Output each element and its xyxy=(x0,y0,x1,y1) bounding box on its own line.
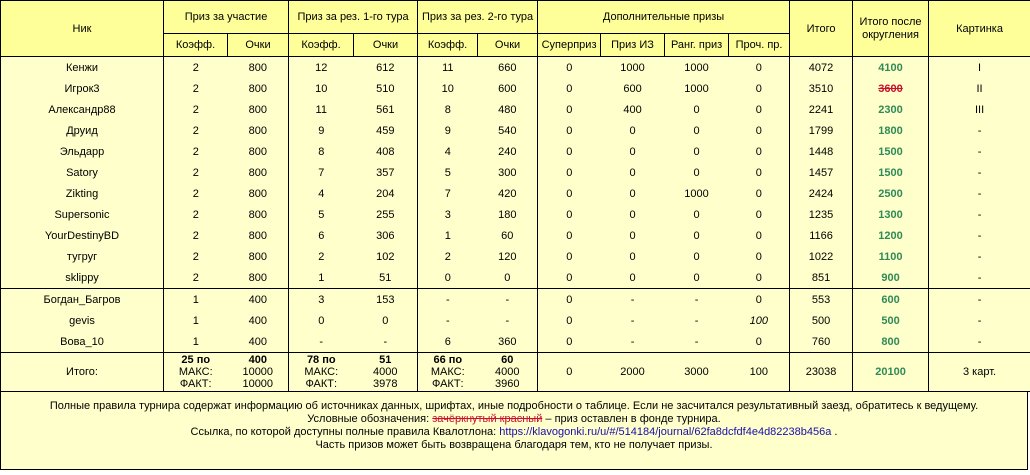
cell-superprize: 0 xyxy=(538,331,601,353)
subheader-points: Очки xyxy=(228,34,289,57)
cell-points-round1: 204 xyxy=(354,183,418,204)
cell-total: 1799 xyxy=(790,120,853,141)
cell-rank-prize: - xyxy=(665,289,729,311)
cell-nick: тугруг xyxy=(1,246,164,267)
cell-points-round1: 153 xyxy=(354,289,418,311)
table-row xyxy=(1,246,1030,267)
cell-coef-participation: 2 xyxy=(164,99,228,120)
cell-picture: I xyxy=(929,57,1030,79)
table-header xyxy=(1,1,1030,57)
totals-p1 xyxy=(228,353,289,392)
cell-other-prize: 0 xyxy=(729,57,790,79)
cell-coef-round1: 6 xyxy=(289,225,354,246)
cell-picture: - xyxy=(929,183,1030,204)
cell-superprize: 0 xyxy=(538,99,601,120)
cell-prize-iz: 1000 xyxy=(601,57,665,79)
footer-legend xyxy=(1,413,1027,426)
cell-points-participation: 800 xyxy=(228,141,289,162)
cell-coef-round2: 10 xyxy=(418,78,478,99)
cell-total-rounded: 1300 xyxy=(853,204,929,225)
cell-total-rounded: 2300 xyxy=(853,99,929,120)
cell-nick: Zikting xyxy=(1,183,164,204)
cell-points-round1: 612 xyxy=(354,57,418,79)
cell-rank-prize: 1000 xyxy=(665,78,729,99)
cell-points-participation: 800 xyxy=(228,267,289,289)
cell-total: 851 xyxy=(790,267,853,289)
totals-p3-fact: 3960 xyxy=(495,378,520,390)
cell-picture: - xyxy=(929,204,1030,225)
cell-points-participation: 800 xyxy=(228,162,289,183)
cell-points-round1: 408 xyxy=(354,141,418,162)
cell-points-round1: 510 xyxy=(354,78,418,99)
table-row xyxy=(1,267,1030,289)
cell-points-round2: 600 xyxy=(478,78,538,99)
cell-nick: Друид xyxy=(1,120,164,141)
cell-superprize: 0 xyxy=(538,183,601,204)
cell-total: 2424 xyxy=(790,183,853,204)
cell-superprize: 0 xyxy=(538,57,601,79)
col-round1-header: Приз за рез. 1-го тура xyxy=(289,1,418,34)
cell-other-prize: 0 xyxy=(729,162,790,183)
table-row xyxy=(1,310,1030,331)
cell-rank-prize: 1000 xyxy=(665,183,729,204)
totals-c1-count: 25 по xyxy=(181,354,211,366)
cell-coef-participation: 2 xyxy=(164,204,228,225)
cell-other-prize: 0 xyxy=(729,267,790,289)
cell-rank-prize: - xyxy=(665,310,729,331)
totals-p3-max: 4000 xyxy=(495,366,520,378)
cell-points-round1: 459 xyxy=(354,120,418,141)
rules-link[interactable]: https://klavogonki.ru/u/#/514184/journal/62fa8dcfdf4e4d82238b456a xyxy=(499,426,832,438)
cell-total: 2241 xyxy=(790,99,853,120)
subheader-prize-iz: Приз ИЗ xyxy=(601,34,665,57)
cell-nick: gevis xyxy=(1,310,164,331)
cell-nick: Эльдарр xyxy=(1,141,164,162)
col-total-header: Итого xyxy=(790,1,853,57)
cell-coef-round1: - xyxy=(289,331,354,353)
cell-total-rounded: 4100 xyxy=(853,57,929,79)
cell-prize-iz: 0 xyxy=(601,183,665,204)
cell-points-round2: 420 xyxy=(478,183,538,204)
cell-prize-iz: 600 xyxy=(601,78,665,99)
cell-points-round1: 102 xyxy=(354,246,418,267)
cell-total-rounded: 600 xyxy=(853,289,929,311)
cell-superprize: 0 xyxy=(538,289,601,311)
footer-link-suffix: . xyxy=(831,426,838,438)
totals-c3 xyxy=(418,353,478,392)
cell-coef-round2: 7 xyxy=(418,183,478,204)
cell-rank-prize: 0 xyxy=(665,120,729,141)
cell-nick: Вова_10 xyxy=(1,331,164,353)
cell-points-participation: 400 xyxy=(228,331,289,353)
cell-coef-round2: 6 xyxy=(418,331,478,353)
table-row xyxy=(1,78,1030,99)
cell-prize-iz: 0 xyxy=(601,225,665,246)
cell-total: 3510 xyxy=(790,78,853,99)
cell-coef-participation: 2 xyxy=(164,78,228,99)
cell-coef-participation: 1 xyxy=(164,289,228,311)
totals-c3-fact-label: ФАКТ: xyxy=(431,378,464,390)
cell-other-prize: 0 xyxy=(729,246,790,267)
cell-coef-participation: 2 xyxy=(164,141,228,162)
totals-p2 xyxy=(354,353,418,392)
cell-coef-round2: 0 xyxy=(418,267,478,289)
cell-total-rounded: 1200 xyxy=(853,225,929,246)
cell-prize-iz: 0 xyxy=(601,162,665,183)
totals-prize-iz: 2000 xyxy=(601,353,665,392)
cell-total-rounded: 3600 xyxy=(853,78,929,99)
cell-superprize: 0 xyxy=(538,162,601,183)
totals-superprize: 0 xyxy=(538,353,601,392)
cell-coef-round2: 9 xyxy=(418,120,478,141)
cell-points-round1: 306 xyxy=(354,225,418,246)
cell-coef-participation: 2 xyxy=(164,267,228,289)
col-rounded-header: Итого после округления xyxy=(853,1,929,57)
cell-total: 1457 xyxy=(790,162,853,183)
subheader-other-prize: Проч. пр. xyxy=(729,34,790,57)
cell-superprize: 0 xyxy=(538,267,601,289)
cell-coef-round1: 9 xyxy=(289,120,354,141)
totals-p2-each: 51 xyxy=(379,354,392,366)
cell-coef-participation: 1 xyxy=(164,310,228,331)
totals-c3-count: 66 по xyxy=(433,354,463,366)
cell-nick: Supersonic xyxy=(1,204,164,225)
cell-total-rounded: 1100 xyxy=(853,246,929,267)
cell-coef-participation: 2 xyxy=(164,225,228,246)
cell-coef-round1: 1 xyxy=(289,267,354,289)
table-body xyxy=(1,57,1030,353)
cell-points-round1: - xyxy=(354,331,418,353)
totals-rank-prize: 3000 xyxy=(665,353,729,392)
cell-coef-participation: 1 xyxy=(164,331,228,353)
table-row xyxy=(1,57,1030,79)
table-row xyxy=(1,204,1030,225)
table-row xyxy=(1,99,1030,120)
cell-total: 1022 xyxy=(790,246,853,267)
cell-nick: YourDestinyBD xyxy=(1,225,164,246)
cell-other-prize: 0 xyxy=(729,141,790,162)
cell-total-rounded: 1500 xyxy=(853,162,929,183)
totals-c2-max-label: МАКС: xyxy=(304,366,339,378)
totals-c1 xyxy=(164,353,228,392)
cell-coef-round1: 4 xyxy=(289,183,354,204)
cell-prize-iz: 0 xyxy=(601,246,665,267)
cell-superprize: 0 xyxy=(538,141,601,162)
footer-rules-note: Полные правила турнира содержат информацию об источниках данных, шрифтах, иные подробности о таблице. Если не засчитался результативный заезд, обратитесь к ведущему. xyxy=(49,400,979,412)
cell-other-prize: 0 xyxy=(729,120,790,141)
cell-points-round2: 660 xyxy=(478,57,538,79)
cell-coef-round2: 4 xyxy=(418,141,478,162)
cell-nick: sklippy xyxy=(1,267,164,289)
cell-coef-round2: 1 xyxy=(418,225,478,246)
cell-coef-round2: 11 xyxy=(418,57,478,79)
totals-c3-max-label: МАКС: xyxy=(430,366,465,378)
totals-section xyxy=(1,353,1030,392)
cell-points-round1: 51 xyxy=(354,267,418,289)
cell-total-rounded: 500 xyxy=(853,310,929,331)
cell-total: 553 xyxy=(790,289,853,311)
totals-p3 xyxy=(478,353,538,392)
cell-prize-iz: 0 xyxy=(601,204,665,225)
cell-rank-prize: 0 xyxy=(665,267,729,289)
cell-points-round2: 60 xyxy=(478,225,538,246)
totals-other-prize: 100 xyxy=(729,353,790,392)
cell-other-prize: 0 xyxy=(729,183,790,204)
cell-prize-iz: 400 xyxy=(601,99,665,120)
cell-total: 760 xyxy=(790,331,853,353)
cell-points-round2: 360 xyxy=(478,331,538,353)
cell-total-rounded: 1500 xyxy=(853,141,929,162)
cell-picture: II xyxy=(929,78,1030,99)
cell-total: 1448 xyxy=(790,141,853,162)
cell-coef-participation: 2 xyxy=(164,57,228,79)
cell-superprize: 0 xyxy=(538,246,601,267)
cell-other-prize: 0 xyxy=(729,78,790,99)
cell-total: 500 xyxy=(790,310,853,331)
totals-picture: 3 карт. xyxy=(929,353,1030,392)
cell-coef-round2: - xyxy=(418,310,478,331)
cell-total: 1235 xyxy=(790,204,853,225)
cell-other-prize: 0 xyxy=(729,99,790,120)
cell-picture: - xyxy=(929,120,1030,141)
cell-coef-round1: 11 xyxy=(289,99,354,120)
cell-coef-round1: 3 xyxy=(289,289,354,311)
totals-label: Итого: xyxy=(1,353,164,392)
totals-c2-fact-label: ФАКТ: xyxy=(305,378,338,390)
cell-superprize: 0 xyxy=(538,78,601,99)
totals-c2 xyxy=(289,353,354,392)
table-row xyxy=(1,141,1030,162)
cell-picture: - xyxy=(929,225,1030,246)
subheader-points: Очки xyxy=(478,34,538,57)
subheader-rank-prize: Ранг. приз xyxy=(665,34,729,57)
cell-picture: - xyxy=(929,310,1030,331)
subheader-coef: Коэфф. xyxy=(289,34,354,57)
cell-other-prize: 0 xyxy=(729,204,790,225)
subheader-points: Очки xyxy=(354,34,418,57)
subheader-coef: Коэфф. xyxy=(164,34,228,57)
table-row xyxy=(1,225,1030,246)
cell-nick: Богдан_Багров xyxy=(1,289,164,311)
footer-legend-prefix: Условные обозначения: xyxy=(307,413,433,425)
table-row xyxy=(1,289,1030,311)
cell-nick: Игрок3 xyxy=(1,78,164,99)
cell-rank-prize: 0 xyxy=(665,141,729,162)
cell-total-rounded: 800 xyxy=(853,331,929,353)
cell-other-prize: 0 xyxy=(729,331,790,353)
cell-coef-round1: 0 xyxy=(289,310,354,331)
cell-prize-iz: - xyxy=(601,289,665,311)
totals-rounded: 20100 xyxy=(853,353,929,392)
totals-c1-fact-label: ФАКТ: xyxy=(179,378,212,390)
cell-coef-participation: 2 xyxy=(164,246,228,267)
cell-coef-round1: 5 xyxy=(289,204,354,225)
totals-c2-count: 78 по xyxy=(306,354,336,366)
footer-legend-strike: зачёркнутый красный xyxy=(432,413,543,425)
col-participation-header: Приз за участие xyxy=(164,1,289,34)
cell-picture: - xyxy=(929,141,1030,162)
col-extra-header: Дополнительные призы xyxy=(538,1,790,34)
cell-nick: Александр88 xyxy=(1,99,164,120)
cell-points-round2: 540 xyxy=(478,120,538,141)
cell-superprize: 0 xyxy=(538,310,601,331)
totals-p2-max: 4000 xyxy=(373,366,398,378)
totals-p1-fact: 10000 xyxy=(242,378,274,390)
cell-rank-prize: 1000 xyxy=(665,57,729,79)
cell-total: 4072 xyxy=(790,57,853,79)
table-row xyxy=(1,162,1030,183)
footer-link-line xyxy=(1,426,1027,439)
cell-rank-prize: 0 xyxy=(665,225,729,246)
table-row xyxy=(1,120,1030,141)
cell-superprize: 0 xyxy=(538,204,601,225)
cell-points-round2: 180 xyxy=(478,204,538,225)
cell-coef-participation: 2 xyxy=(164,120,228,141)
cell-points-round1: 561 xyxy=(354,99,418,120)
cell-prize-iz: - xyxy=(601,310,665,331)
cell-prize-iz: 0 xyxy=(601,141,665,162)
cell-coef-round2: 5 xyxy=(418,162,478,183)
cell-points-participation: 800 xyxy=(228,246,289,267)
cell-rank-prize: 0 xyxy=(665,246,729,267)
cell-prize-iz: 0 xyxy=(601,120,665,141)
cell-points-round2: - xyxy=(478,310,538,331)
cell-coef-round2: 3 xyxy=(418,204,478,225)
cell-picture: - xyxy=(929,331,1030,353)
cell-other-prize: 100 xyxy=(729,310,790,331)
footer-link-prefix: Ссылка, по которой доступны полные правила Квалотлона: xyxy=(190,426,500,438)
cell-coef-round2: 2 xyxy=(418,246,478,267)
cell-points-participation: 400 xyxy=(228,289,289,311)
table-row xyxy=(1,331,1030,353)
cell-points-round2: 300 xyxy=(478,162,538,183)
cell-coef-round1: 7 xyxy=(289,162,354,183)
cell-points-participation: 800 xyxy=(228,225,289,246)
subheader-superprize: Суперприз xyxy=(538,34,601,57)
cell-coef-round1: 10 xyxy=(289,78,354,99)
cell-coef-round2: 8 xyxy=(418,99,478,120)
cell-rank-prize: 0 xyxy=(665,162,729,183)
cell-other-prize: 0 xyxy=(729,225,790,246)
cell-points-round1: 0 xyxy=(354,310,418,331)
cell-picture: - xyxy=(929,289,1030,311)
col-nick-header: Ник xyxy=(1,1,164,57)
cell-coef-participation: 2 xyxy=(164,183,228,204)
cell-picture: - xyxy=(929,246,1030,267)
col-round2-header: Приз за рез. 2-го тура xyxy=(418,1,538,34)
cell-picture: - xyxy=(929,267,1030,289)
cell-total-rounded: 900 xyxy=(853,267,929,289)
cell-coef-participation: 2 xyxy=(164,162,228,183)
subheader-coef: Коэфф. xyxy=(418,34,478,57)
cell-nick: Кенжи xyxy=(1,57,164,79)
cell-points-round2: 0 xyxy=(478,267,538,289)
footer-notes xyxy=(0,392,1028,470)
cell-coef-round1: 12 xyxy=(289,57,354,79)
cell-rank-prize: - xyxy=(665,331,729,353)
cell-points-round1: 357 xyxy=(354,162,418,183)
cell-other-prize: 0 xyxy=(729,289,790,311)
cell-points-participation: 400 xyxy=(228,310,289,331)
cell-points-round2: 480 xyxy=(478,99,538,120)
cell-prize-iz: 0 xyxy=(601,267,665,289)
cell-coef-round2: - xyxy=(418,289,478,311)
totals-row xyxy=(1,353,1030,392)
cell-points-participation: 800 xyxy=(228,78,289,99)
cell-points-participation: 800 xyxy=(228,99,289,120)
col-picture-header: Картинка xyxy=(929,1,1030,57)
cell-prize-iz: - xyxy=(601,331,665,353)
cell-rank-prize: 0 xyxy=(665,204,729,225)
totals-c1-max-label: МАКС: xyxy=(178,366,213,378)
totals-p1-max: 10000 xyxy=(242,366,274,378)
footer-return-note: Часть призов может быть возвращена благодаря тем, кто не получает призы. xyxy=(315,439,713,451)
cell-coef-round1: 2 xyxy=(289,246,354,267)
cell-points-participation: 800 xyxy=(228,57,289,79)
cell-nick: Satory xyxy=(1,162,164,183)
table-row xyxy=(1,183,1030,204)
cell-points-participation: 800 xyxy=(228,183,289,204)
cell-points-round1: 255 xyxy=(354,204,418,225)
cell-superprize: 0 xyxy=(538,225,601,246)
totals-p1-each: 400 xyxy=(248,354,267,366)
cell-coef-round1: 8 xyxy=(289,141,354,162)
cell-total-rounded: 1800 xyxy=(853,120,929,141)
totals-p3-each: 60 xyxy=(501,354,514,366)
cell-points-round2: 120 xyxy=(478,246,538,267)
footer-legend-suffix: – приз оставлен в фонде турнира. xyxy=(542,413,721,425)
cell-points-participation: 800 xyxy=(228,120,289,141)
totals-p2-fact: 3978 xyxy=(373,378,398,390)
totals-total: 23038 xyxy=(790,353,853,392)
cell-total: 1166 xyxy=(790,225,853,246)
cell-points-round2: - xyxy=(478,289,538,311)
cell-rank-prize: 0 xyxy=(665,99,729,120)
cell-points-participation: 800 xyxy=(228,204,289,225)
cell-superprize: 0 xyxy=(538,120,601,141)
cell-points-round2: 240 xyxy=(478,141,538,162)
cell-total-rounded: 2500 xyxy=(853,183,929,204)
cell-picture: - xyxy=(929,162,1030,183)
cell-picture: III xyxy=(929,99,1030,120)
